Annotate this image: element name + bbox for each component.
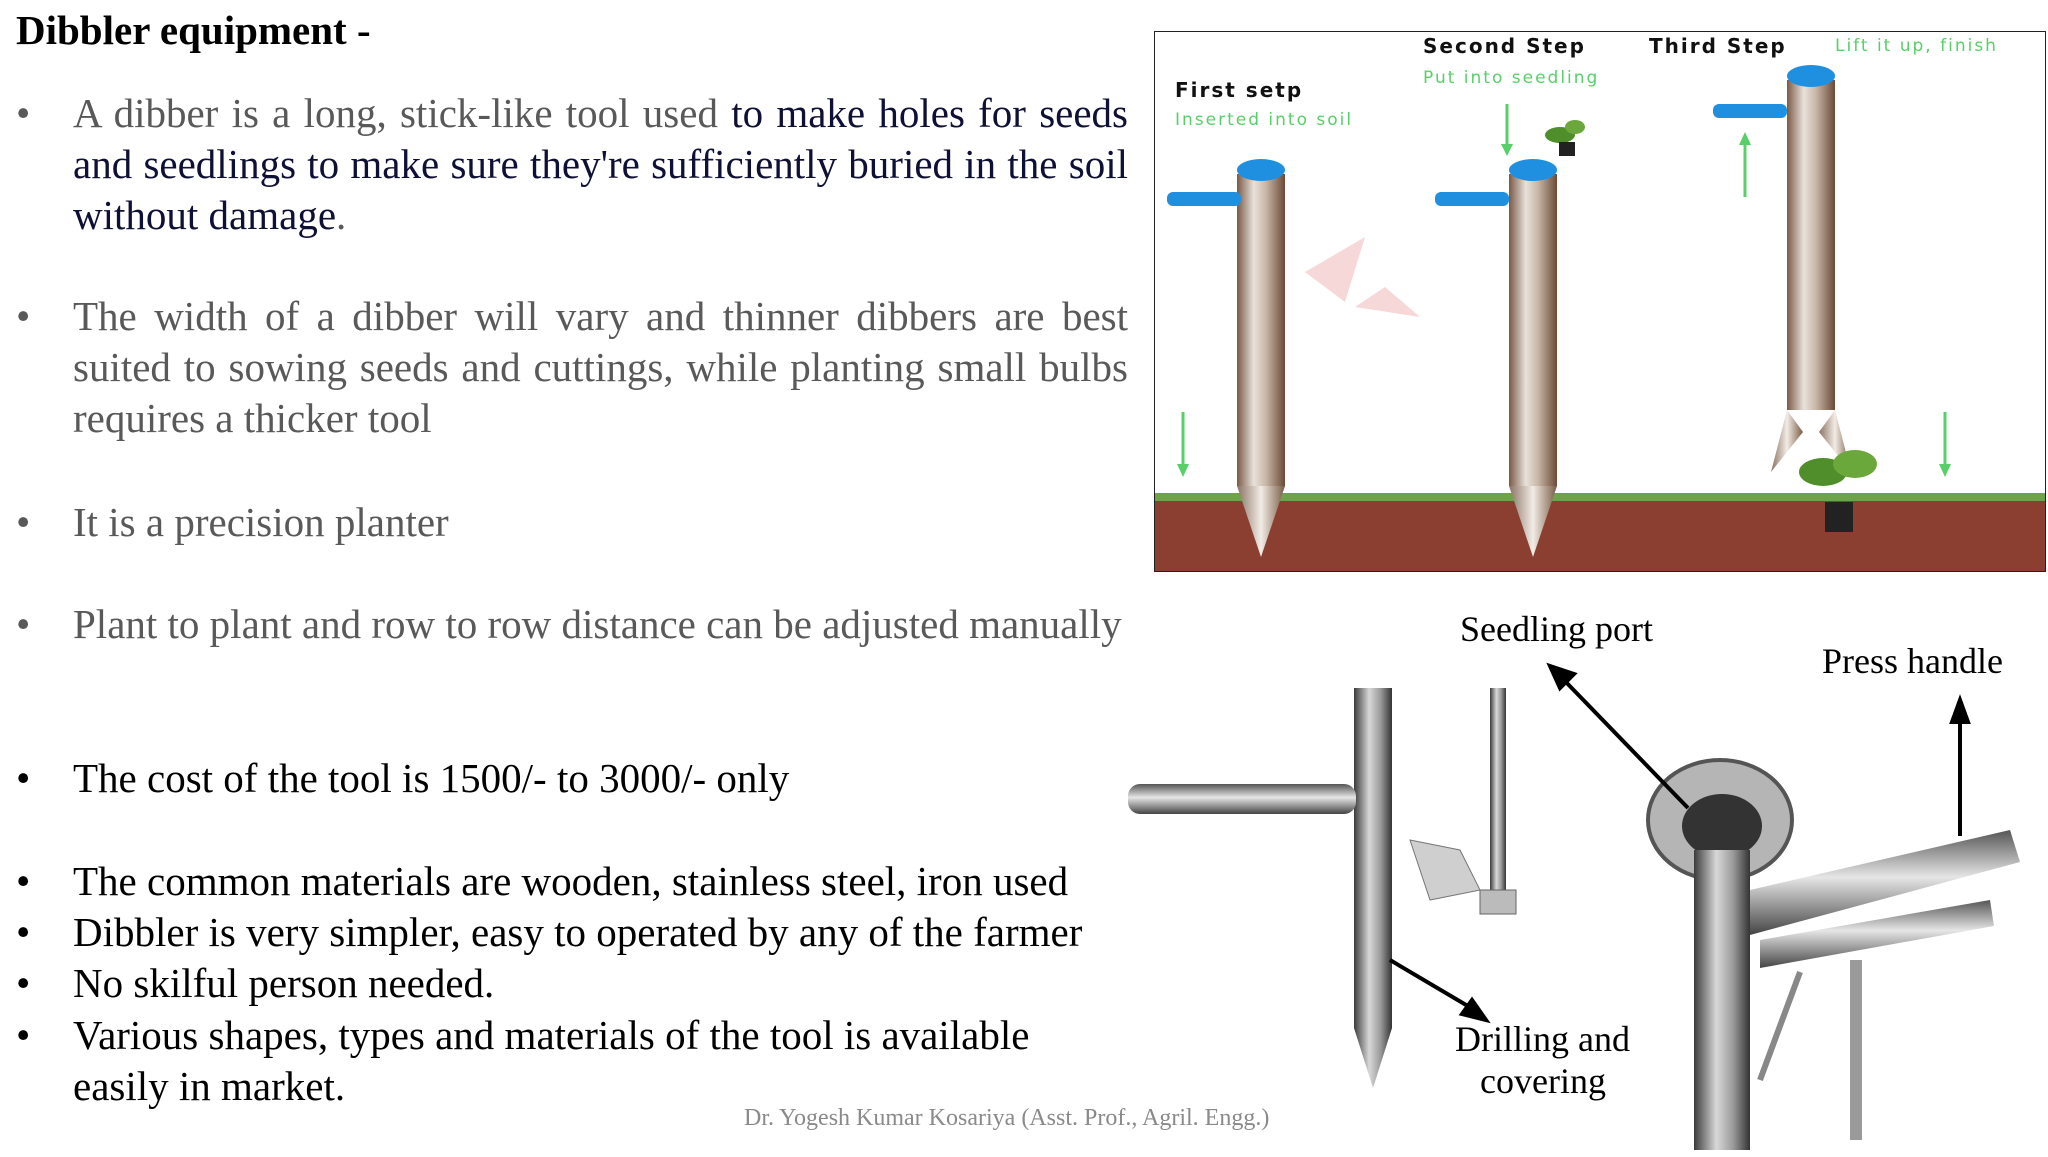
planting-steps-illustration: [1154, 31, 2046, 572]
bullet-marker: •: [16, 1012, 31, 1058]
bullet-marker: •: [16, 499, 31, 545]
bullet-text: A dibber is a long, stick-like tool used to make holes for seeds and seedlings to make sure they're sufficiently buried in the soil without damage.: [73, 90, 1128, 238]
bullet-dibber-width: [16, 291, 1128, 444]
second-step-label: Second Step: [1423, 34, 1586, 58]
bullet-text: The cost of the tool is 1500/- to 3000/- only: [73, 755, 790, 801]
dibbler-step-3: [1713, 65, 1951, 532]
third-step-label: Third Step: [1649, 34, 1787, 58]
bullet-text: The width of a dibber will vary and thinner dibbers are best suited to sowing seeds and cuttings, while planting small bulbs requires a thicker tool: [73, 293, 1128, 441]
drilling-covering-label-2: covering: [1480, 1061, 1606, 1101]
bullet-text: Various shapes, types and materials of the tool is available: [73, 1012, 1030, 1058]
third-step-caption: Lift it up, finish: [1835, 36, 1998, 56]
bullet-marker: •: [16, 755, 31, 801]
bullet-text: Dibbler is very simpler, easy to operated by any of the farmer: [73, 909, 1083, 955]
first-step-label: First setp: [1175, 78, 1304, 102]
footer-author: Dr. Yogesh Kumar Kosariya (Asst. Prof., Agril. Engg.): [744, 1105, 1270, 1131]
bullet-marker: •: [16, 960, 31, 1006]
slide-title: Dibbler equipment -: [16, 7, 371, 53]
bullet-marker: •: [16, 601, 31, 647]
bullet-easy-to-operate: [16, 907, 1108, 958]
dibbler-parts-photo: [1110, 600, 2048, 1152]
bullet-dibber-definition: [16, 88, 1128, 241]
seedling-port-label: Seedling port: [1460, 609, 1653, 649]
bullet-marker: •: [16, 909, 31, 955]
bullet-cost: [16, 753, 1128, 804]
bullet-precision-planter: [16, 497, 1128, 548]
dibbler-step-2: [1435, 104, 1585, 557]
bullet-text: It is a precision planter: [73, 499, 449, 545]
grass-strip: [1155, 493, 2045, 501]
bullet-no-skill: [16, 958, 1108, 1009]
bullet-availability: [16, 1010, 1108, 1112]
bullet-text: No skilful person needed.: [73, 960, 495, 1006]
watermark-shape: [1355, 287, 1420, 317]
bullet-materials: [16, 856, 1108, 907]
bullet-text-line2: easily in market.: [73, 1063, 346, 1109]
bullet-marker: •: [16, 293, 31, 339]
press-handle-label: Press handle: [1822, 641, 2003, 681]
second-step-caption: Put into seedling: [1423, 68, 1600, 88]
bullet-text: Plant to plant and row to row distance can be adjusted manually: [73, 601, 1122, 647]
bullet-marker: •: [16, 90, 31, 136]
soil-layer: [1155, 498, 2045, 571]
bullet-text: The common materials are wooden, stainless steel, iron used: [73, 858, 1069, 904]
drilling-covering-label-1: Drilling and: [1455, 1019, 1630, 1059]
bullet-marker: •: [16, 858, 31, 904]
first-step-caption: Inserted into soil: [1175, 110, 1354, 130]
watermark-shape: [1305, 237, 1365, 302]
bullet-spacing-adjustable: [16, 599, 1128, 650]
dibbler-top-view: [1648, 760, 2020, 1150]
